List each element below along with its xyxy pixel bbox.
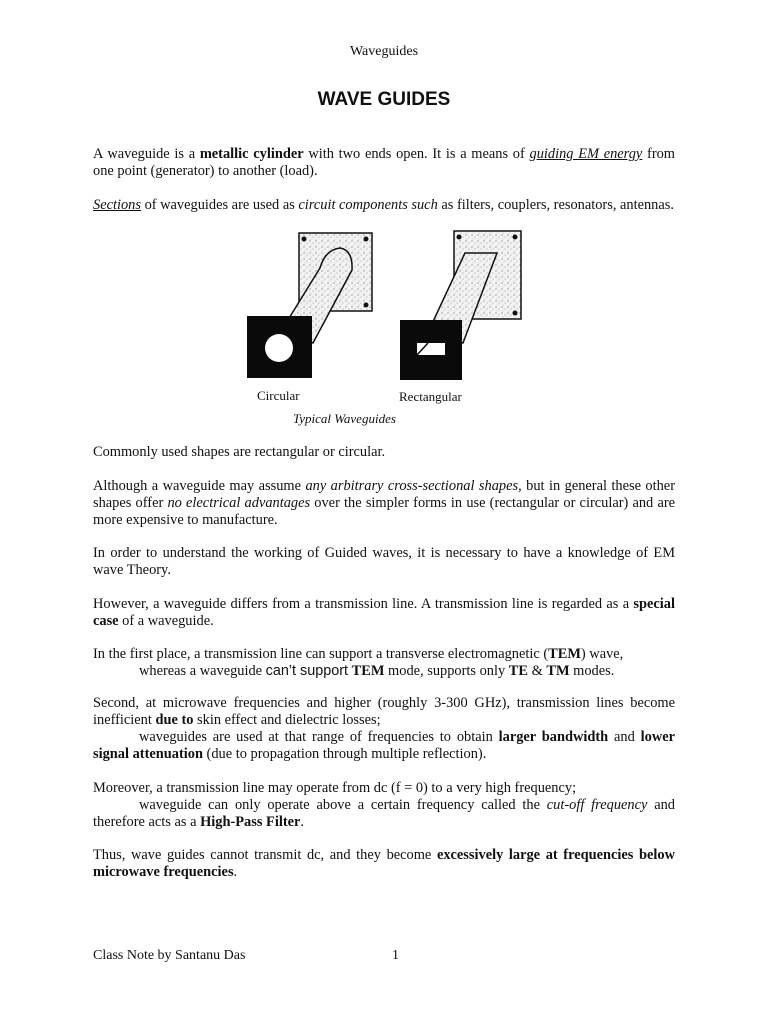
waveguides-figure	[225, 228, 535, 433]
paragraph-cutoff: Moreover, a transmission line may operate from dc (f = 0) to a very high frequency; waveguide can only operate above a certain frequency called the cut-off frequency and therefore acts as a High-Pass Filter.	[93, 780, 675, 830]
paragraph-conclusion: Thus, wave guides cannot transmit dc, and they become excessively large at frequencies below microwave frequencies.	[93, 847, 675, 880]
label-rectangular: Rectangular	[399, 389, 462, 404]
paragraph-special-case: However, a waveguide differs from a transmission line. A transmission line is regarded as a special case of a waveguide.	[93, 596, 675, 629]
page-title: WAVE GUIDES	[317, 89, 451, 110]
footer-author: Class Note by Santanu Das	[93, 948, 246, 963]
paragraph-shapes: Commonly used shapes are rectangular or circular.	[93, 444, 386, 460]
rectangular-waveguide	[400, 231, 521, 380]
paragraph-microwave: Second, at microwave frequencies and higher (roughly 3-300 GHz), transmission lines become inefficient due to skin effect and dielectric losses; waveguides are used at that range of frequencies to obtain larger bandwidth and lower signal attenuation (due to propagation through multiple reflection).	[93, 695, 675, 762]
paragraph-guided-waves: In order to understand the working of Guided waves, it is necessary to have a knowledge of EM wave Theory.	[93, 545, 675, 578]
figure-caption: Typical Waveguides	[293, 411, 396, 426]
paragraph-sections: Sections of waveguides are used as circuit components such as filters, couplers, resonators, antennas.	[93, 197, 674, 213]
label-circular: Circular	[257, 388, 300, 403]
paragraph-tem: In the first place, a transmission line can support a transverse electromagnetic (TEM) wave, whereas a waveguide can’t support TEM mode, supports only TE & TM modes.	[93, 646, 624, 679]
waveguides-illustration	[225, 228, 535, 433]
running-header: Waveguides	[349, 44, 419, 59]
page-number: 1	[392, 948, 399, 963]
circular-waveguide	[247, 233, 372, 378]
paragraph-arbitrary-shapes: Although a waveguide may assume any arbitrary cross-sectional shapes, but in general these other shapes offer no electrical advantages over the simpler forms in use (rectangular or circular) and are more expensive to manufacture.	[93, 478, 676, 528]
paragraph-definition: A waveguide is a metallic cylinder with two ends open. It is a means of guiding EM energy from one point (generator) to another (load).	[93, 146, 676, 179]
